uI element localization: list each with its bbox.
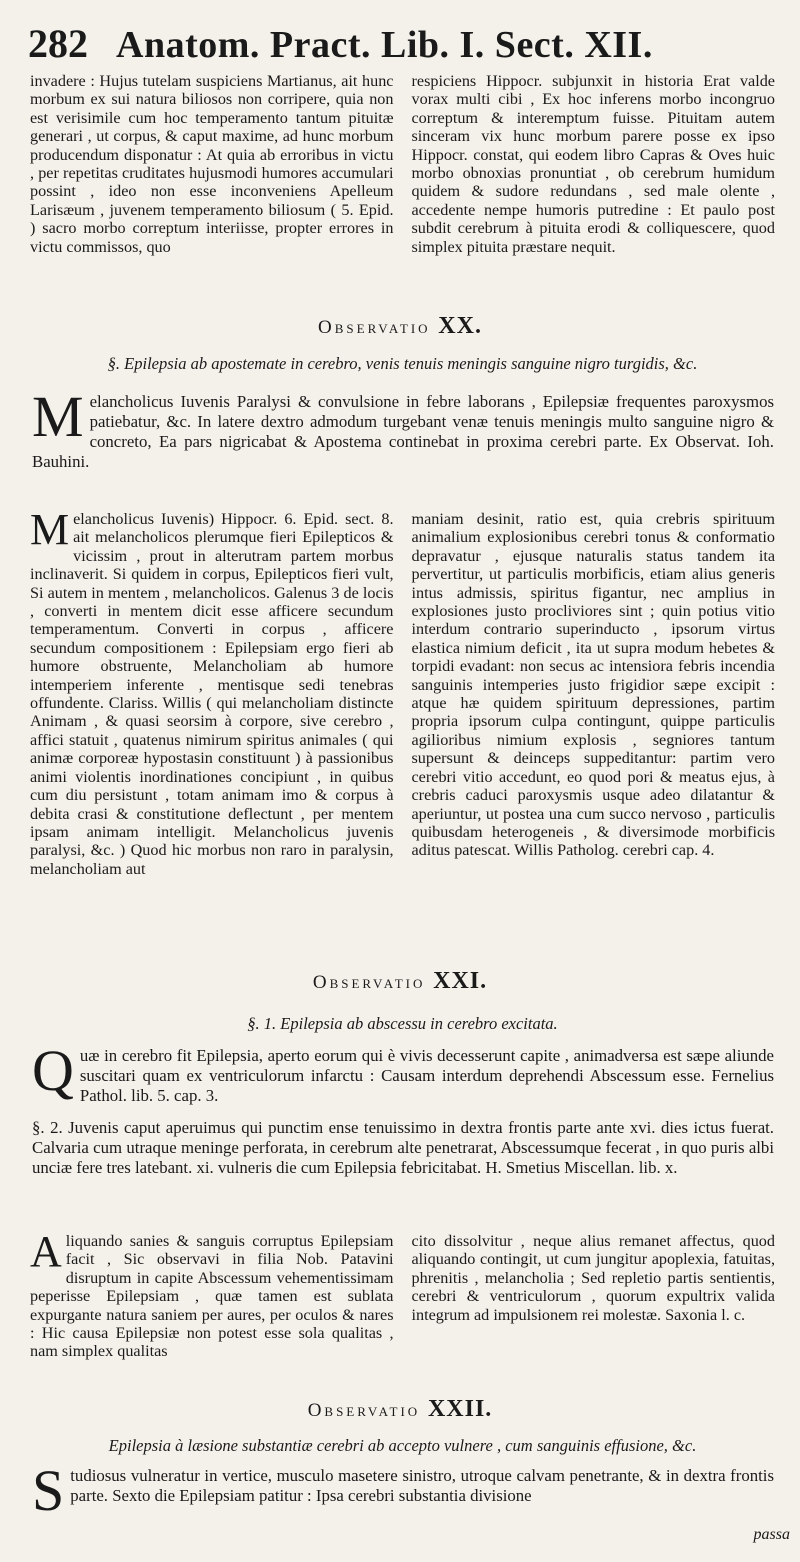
observatio-21-columns [30, 1227, 775, 1361]
observatio-20-columns [30, 505, 775, 878]
top-two-columns [30, 72, 775, 256]
observatio-22-title [0, 1396, 800, 1423]
observatio-21-left-column [30, 1227, 394, 1361]
observatio-20-subhead: §. Epilepsia ab apostemate in cerebro, venis tenuis meningis sanguine nigro turgidis, &c. [107, 354, 698, 373]
observatio-22-label: Observatio [307, 1400, 421, 1421]
observatio-21-subhead: §. 1. Epilepsia ab abscessu in cerebro excitata. [247, 1014, 558, 1033]
observatio-21-paragraph-2 [32, 1118, 774, 1178]
observatio-21-title [0, 968, 800, 995]
top-left-text: invadere : Hujus tutelam suspiciens Martianus, ait hunc morbum ex sui natura biliosos non corripere, quia non est verisimile cum hoc temperamento tantum pituitæ generari , ut corpus, & caput maxime, ad hunc morbum producendum disponatur : At quia ab erroribus in victu , per repetitas cruditates hujusmodi humores accumulari possint , ideo non esse inconveniens Apelleum Larisæum , juvenem temperamento biliosum ( 5. Epid. ) sacro morbo correptum interiisse, propter errores in victu commissos, quo [30, 72, 394, 256]
observatio-21-label: Observatio [312, 972, 426, 993]
observatio-20-title [0, 313, 800, 340]
observatio-20-left-dropcap: M [30, 505, 70, 554]
observatio-21-text-2: §. 2. Juvenis caput aperuimus qui punctim ense tenuissimo in dextra frontis parte ante xvi. dies ictus fuerat. Calvaria cum utraque meninge perforata, in cerebrum alte penetrarat, Abscessumque fecerat , in quo puris albi unciæ fere tres latebant. xi. vulneris die cum Epilepsia febricitabat. H. Smetius Miscellan. lib. x. [32, 1118, 774, 1177]
catchword: passa [753, 1526, 790, 1543]
observatio-21-left-dropcap: A [30, 1227, 62, 1276]
observatio-20-text: elancholicus Iuvenis Paralysi & convulsione in febre laborans , Epilepsiæ frequentes paroxysmos patiebatur, &c. In latere dextro admodum turgebant venæ tenuis meningis multo sanguine nigro & concreto, Ea pars nigricabat & Apostema continebat in proxima cerebri parte. Ex Observat. Ioh. Bauhini. [32, 392, 774, 471]
observatio-21-dropcap: Q [32, 1038, 74, 1103]
running-head: Anatom. Pract. Lib. I. Sect. XII. [116, 24, 653, 66]
observatio-21-right-column [412, 1232, 776, 1361]
page-header [28, 20, 768, 68]
top-right-text: respiciens Hippocr. subjunxit in historia Erat valde vorax multi cibi , Ex hoc inferens morbo incongruo correptum & interemptum fuisse. Pituitam autem sinceram vix hunc morbum parere posse ex ipso Hippocr. constat, qui eodem libro Capras & Oves huic morbo obnoxias pronuntiat , ob cerebrum humidum quidem & sudore redundans , sed male olente , accedente nempe humoris putredine : Et paulo post subdit cerebrum à pituita erodi & colliquescere, quod simplex pituita præstare nequit. [411, 72, 775, 256]
observatio-21-text-1: uæ in cerebro fit Epilepsia, aperto eorum qui è vivis decesserunt capite , animadversa est sæpe aliunde suscitari quam ex ventriculorum infarctu : Causam interdum deprehendi Abscessum esse. Fernelius Pathol. lib. 5. cap. 3. [79, 1046, 774, 1105]
observatio-21-left-text: liquando sanies & sanguis corruptus Epilepsiam facit , Sic observavi in filia Nob. Patavini disruptum in capite Abscessum vehementissimam peperisse Epilepsiam , quæ tamen est sublata expurgante natura saniem per aures, per oculos & nares : Hic causa Epilepsiæ non potest esse sola qualitas , nam simplex qualitas [30, 1232, 394, 1361]
observatio-21-number: XXI. [433, 968, 488, 994]
observatio-20-paragraph [32, 384, 774, 472]
observatio-22-text: tudiosus vulneratur in vertice, musculo masetere sinistro, utroque calvam penetrante, & in dextra frontis parte. Sexto die Epilepsiam patitur : Ipsa cerebri substantia divisione [70, 1466, 774, 1505]
page-number: 282 [28, 21, 88, 66]
top-left-column [30, 72, 394, 256]
observatio-22-paragraph [32, 1458, 774, 1523]
observatio-21-paragraph-1 [32, 1038, 774, 1106]
observatio-22-dropcap: S [32, 1458, 65, 1523]
top-right-column [412, 72, 776, 256]
observatio-20-left-column [30, 505, 394, 878]
observatio-20-right-column [412, 510, 776, 878]
observatio-20-right-text: maniam desinit, ratio est, quia crebris spirituum animalium explosionibus cerebri tonus & conformatio depravatur , ejusque naturalis status tandem ita pervertitur, ut particulis morbificis, etiam alius generis intus admissis, spiritus figantur, nec amplius in explosiones justo procliviores sint ; quin potius vitio interdum contrario superinducto , ipsorum virtus elastica nimium deficit , ita ut supra modum hebetes & torpidi evadant: non secus ac intensiora febris incendia sanguinis intemperies justo frigidior sæpe excipit : atque hæ quidem spirituum depressiones, partim propria ipsorum culpa contingunt, quippe particulis agilioribus nimium explosis , segniores tantum supersunt & deinceps suppeditantur: partim vero cerebri vitio accedunt, eo quod pori & meatus ejus, à crebris caduci paroxysmis usque adeo dilatantur & aperiuntur, ut postea una cum succo nervoso , particulis quibusdam heterogeneis , & diversimode morbificis aditus patescat. Willis Patholog. cerebri cap. 4. [411, 510, 775, 860]
observatio-22-number: XXII. [427, 1396, 493, 1422]
observatio-20-number: XX. [438, 313, 482, 339]
observatio-22-subhead: Epilepsia à læsione substantiæ cerebri ab accepto vulnere , cum sanguinis effusione, &c. [108, 1436, 697, 1455]
observatio-21-right-text: cito dissolvitur , neque alius remanet affectus, quod aliquando contingit, ut cum jungitur apoplexia, fatuitas, phrenitis , melancholia ; Sed repletio partis sentientis, cerebri & ventriculorum , quorum expultrix valida integrum ad impulsionem rei molestæ. Saxonia l. c. [411, 1232, 775, 1324]
observatio-20-dropcap: M [32, 384, 84, 449]
observatio-20-label: Observatio [318, 317, 431, 338]
observatio-20-left-text: elancholicus Iuvenis) Hippocr. 6. Epid. sect. 8. ait melancholicos plerumque fieri Epilepticos & vicissim , prout in alterutram partem morbus inclinaverit. Si quidem in corpus, Epilepticos fieri vult, Si autem in mentem , melancholicos. Galenus 3 de locis , converti in mentem dicit esse afficere secundum temperamentum. Converti in corpus , afficere secundum compositionem : Epilepsiam ergo fieri ab humore obstruente, Melancholiam ab humore intemperiem inferente , mentisque sedi tenebras offundente. Clariss. Willis ( qui melancholiam distincte Animam , & quasi seorsim à corpore, sive cerebro , affici statuit , quatenus nimirum spiritus animales ( qui animæ corporeæ hypostasin constituunt ) à passionibus animi violentis inordinationes concipiunt , in quibus cum diu persistunt , totam animam imo & corpus à debita crasi & constitutione deflectunt , per mentem ipsam animam intelligit. Melancholicus juvenis paralysi, &c. ) Quod hic morbus non raro in paralysin, melancholiam aut [30, 510, 394, 878]
